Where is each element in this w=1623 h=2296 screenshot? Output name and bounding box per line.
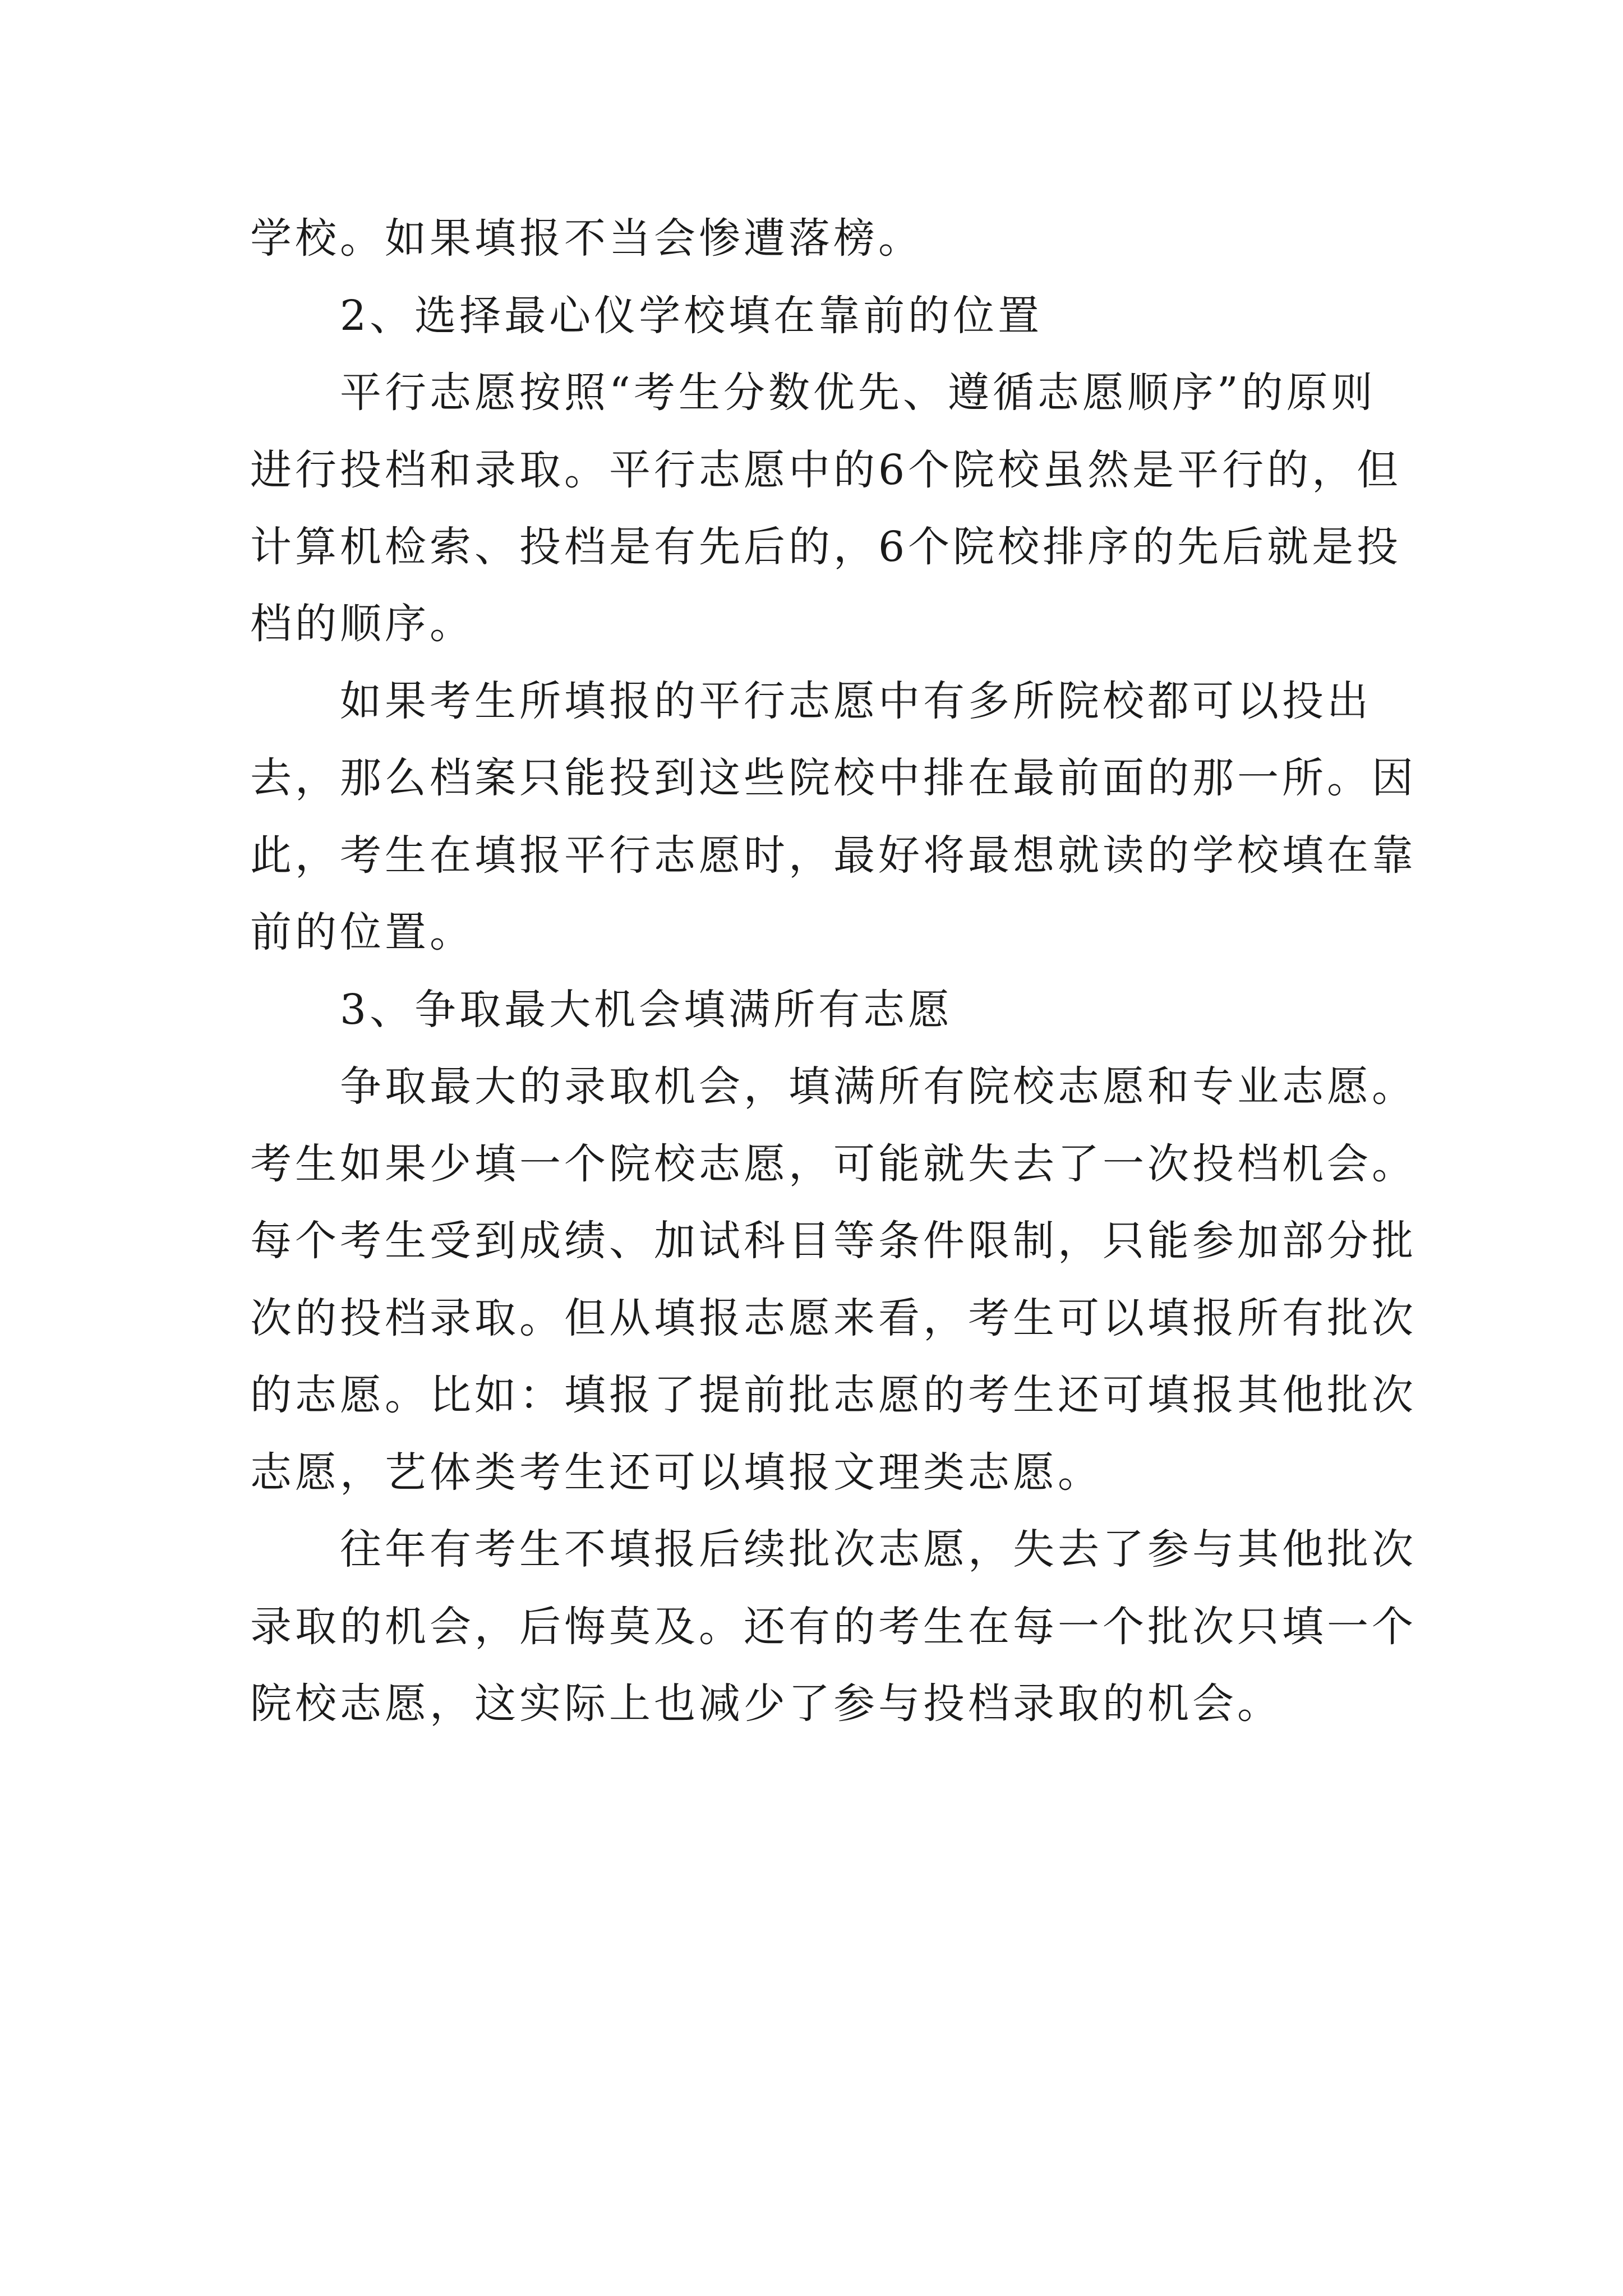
text-line: 每个考生受到成绩、加试科目等条件限制，只能参加部分批: [250, 1217, 1417, 1265]
section-heading: 3、争取最大机会填满所有志愿: [340, 986, 953, 1034]
text-line: 院校志愿，这实际上也减少了参与投档录取的机会。: [250, 1680, 1282, 1728]
text-line: 平行志愿按照“考生分数优先、遵循志愿顺序”的原则: [340, 369, 1376, 417]
text-line: 此，考生在填报平行志愿时，最好将最想就读的学校填在靠: [250, 831, 1417, 880]
text-line: 往年有考生不填报后续批次志愿，失去了参与其他批次: [340, 1525, 1417, 1573]
text-line: 学校。如果填报不当会惨遭落榜。: [250, 214, 923, 263]
text-line: 档的顺序。: [250, 600, 474, 648]
text-line: 争取最大的录取机会，填满所有院校志愿和专业志愿。: [340, 1062, 1417, 1111]
text-line: 进行投档和录取。平行志愿中的6个院校虽然是平行的，但: [250, 446, 1402, 494]
text-line: 如果考生所填报的平行志愿中有多所院校都可以投出: [340, 677, 1372, 725]
text-line: 的志愿。比如：填报了提前批志愿的考生还可填报其他批次: [250, 1371, 1417, 1419]
text-line: 去，那么档案只能投到这些院校中排在最前面的那一所。因: [250, 754, 1417, 802]
text-line: 前的位置。: [250, 908, 474, 956]
text-line: 次的投档录取。但从填报志愿来看，考生可以填报所有批次: [250, 1294, 1417, 1342]
text-line: 考生如果少填一个院校志愿，可能就失去了一次投档机会。: [250, 1140, 1417, 1188]
section-heading: 2、选择最心仪学校填在靠前的位置: [340, 292, 1043, 340]
text-line: 志愿，艺体类考生还可以填报文理类志愿。: [250, 1448, 1103, 1497]
text-line: 计算机检索、投档是有先后的，6个院校排序的先后就是投: [250, 523, 1402, 571]
text-line: 录取的机会，后悔莫及。还有的考生在每一个批次只填一个: [250, 1603, 1417, 1651]
